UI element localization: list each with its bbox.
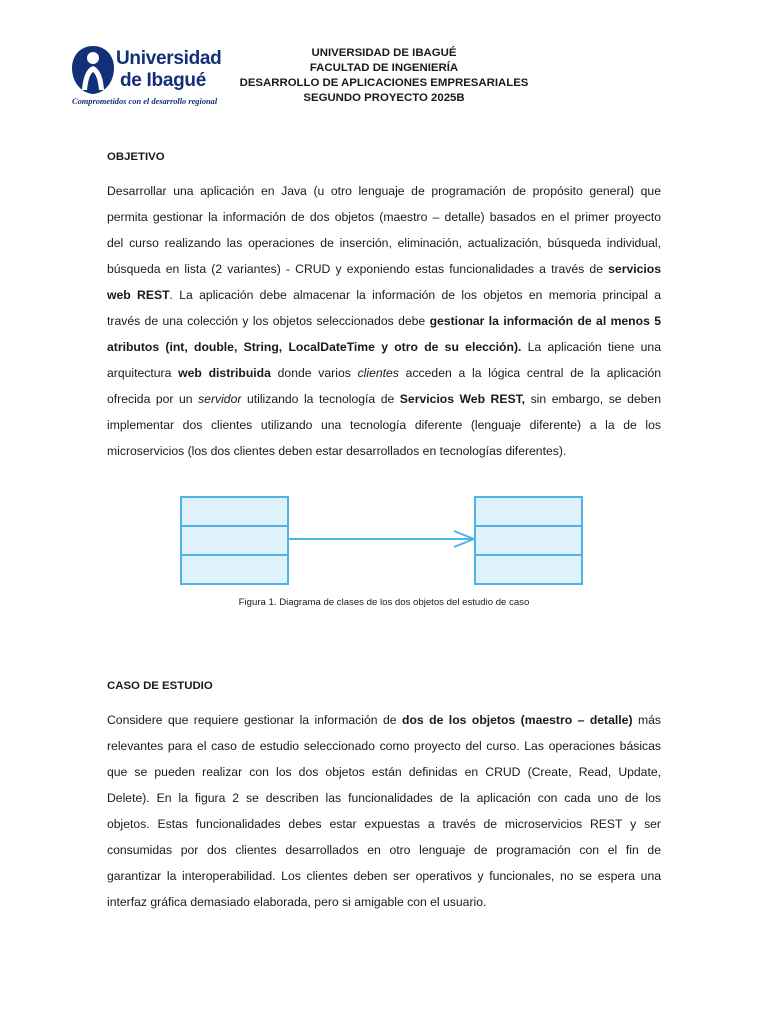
bold-text: servicios — [608, 262, 661, 276]
bold-text: dos de los objetos (maestro – detalle) — [402, 713, 633, 727]
objetivo-paragraph — [107, 178, 661, 464]
text-line: microservicios (los dos clientes deben estar desarrollados en tecnologías diferentes). — [107, 444, 567, 458]
italic-text: servidor — [198, 392, 242, 406]
text-line: Considere que requiere gestionar la información de dos de los objetos (maestro – detalle) más — [107, 713, 661, 727]
class-box-detail — [474, 496, 583, 585]
class-box-attributes-compartment — [182, 527, 287, 556]
bold-text: web distribuida — [178, 366, 271, 380]
university-logo — [70, 44, 230, 110]
objetivo-title: OBJETIVO — [107, 151, 165, 163]
italic-text: clientes — [357, 366, 399, 380]
text-line: interfaz gráfica demasiado elaborada, pero si amigable con el usuario. — [107, 895, 487, 909]
text-line: Desarrollar una aplicación en Java (u otro lenguaje de programación de propósito general) que — [107, 184, 661, 198]
text-line: Delete). En la figura 2 se describen las funcionalidades de la aplicación con cada uno de los — [107, 791, 661, 805]
logo-emblem-icon — [70, 44, 116, 96]
document-header — [230, 46, 538, 106]
header-project: SEGUNDO PROYECTO 2025B — [303, 92, 465, 104]
text-line: arquitectura web distribuida donde varios clientes acceden a la lógica central de la aplicación — [107, 366, 661, 380]
text-line: atributos (int, double, String, LocalDateTime y otro de su elección). La aplicación tiene una — [107, 340, 661, 354]
text-line: permita gestionar la información de dos objetos (maestro – detalle) basados en el primer proyecto — [107, 210, 661, 224]
class-box-name-compartment — [182, 498, 287, 527]
caso-title: CASO DE ESTUDIO — [107, 680, 213, 692]
logo-wordmark — [116, 48, 221, 92]
logo-line-1: Universidad — [116, 48, 222, 69]
bold-text: Servicios Web REST, — [399, 392, 526, 406]
text-line: que se pueden realizar con los dos objetos están definidas en CRUD (Create, Read, Update, — [107, 765, 661, 779]
text-line: relevantes para el caso de estudio seleccionado como proyecto del curso. Las operaciones básicas — [107, 739, 661, 753]
text-line: garantizar la interoperabilidad. Los clientes deben ser operativos y funcionales, no se espera una — [107, 869, 661, 883]
header-university: UNIVERSIDAD DE IBAGUÉ — [311, 47, 457, 59]
class-box-name-compartment — [476, 498, 581, 527]
header-faculty: FACULTAD DE INGENIERÍA — [309, 62, 459, 74]
class-box-master — [180, 496, 289, 585]
logo-tagline: Comprometidos con el desarrollo regional — [72, 97, 218, 106]
class-box-methods-compartment — [182, 556, 287, 585]
class-box-attributes-compartment — [476, 527, 581, 556]
bold-text: gestionar la información de al menos 5 — [429, 314, 662, 328]
text-line: consumidas por dos clientes desarrollados en otro lenguaje de programación con el fin de — [107, 843, 661, 857]
association-arrow — [288, 528, 478, 550]
text-line: web REST. La aplicación debe almacenar la información de los objetos en memoria principal a — [107, 288, 662, 302]
class-box-methods-compartment — [476, 556, 581, 585]
text-line: ofrecida por un servidor utilizando la tecnología de Servicios Web REST, sin embargo, se deben — [107, 392, 661, 406]
header-course: DESARROLLO DE APLICACIONES EMPRESARIALES — [239, 77, 529, 89]
text-line: través de una colección y los objetos seleccionados debe gestionar la información de al menos 5 — [107, 314, 662, 328]
caso-paragraph — [107, 707, 661, 915]
text-line: búsqueda en lista (2 variantes) - CRUD y exponiendo estas funcionalidades a través de servicios — [107, 262, 661, 276]
figure-caption: Figura 1. Diagrama de clases de los dos objetos del estudio de caso — [238, 597, 530, 608]
text-line: del curso realizando las operaciones de inserción, eliminación, actualización, búsqueda individual, — [107, 236, 661, 250]
text-line: implementar dos clientes utilizando una tecnología diferente (lenguaje diferente) a la de los — [107, 418, 661, 432]
bold-text: atributos (int, double, String, LocalDateTime y otro de su elección). — [107, 340, 522, 354]
text-line: objetos. Estas funcionalidades debes estar expuestas a través de microservicios REST y ser — [107, 817, 661, 831]
bold-text: web REST — [107, 288, 170, 302]
logo-line-2: de Ibagué — [120, 70, 206, 91]
